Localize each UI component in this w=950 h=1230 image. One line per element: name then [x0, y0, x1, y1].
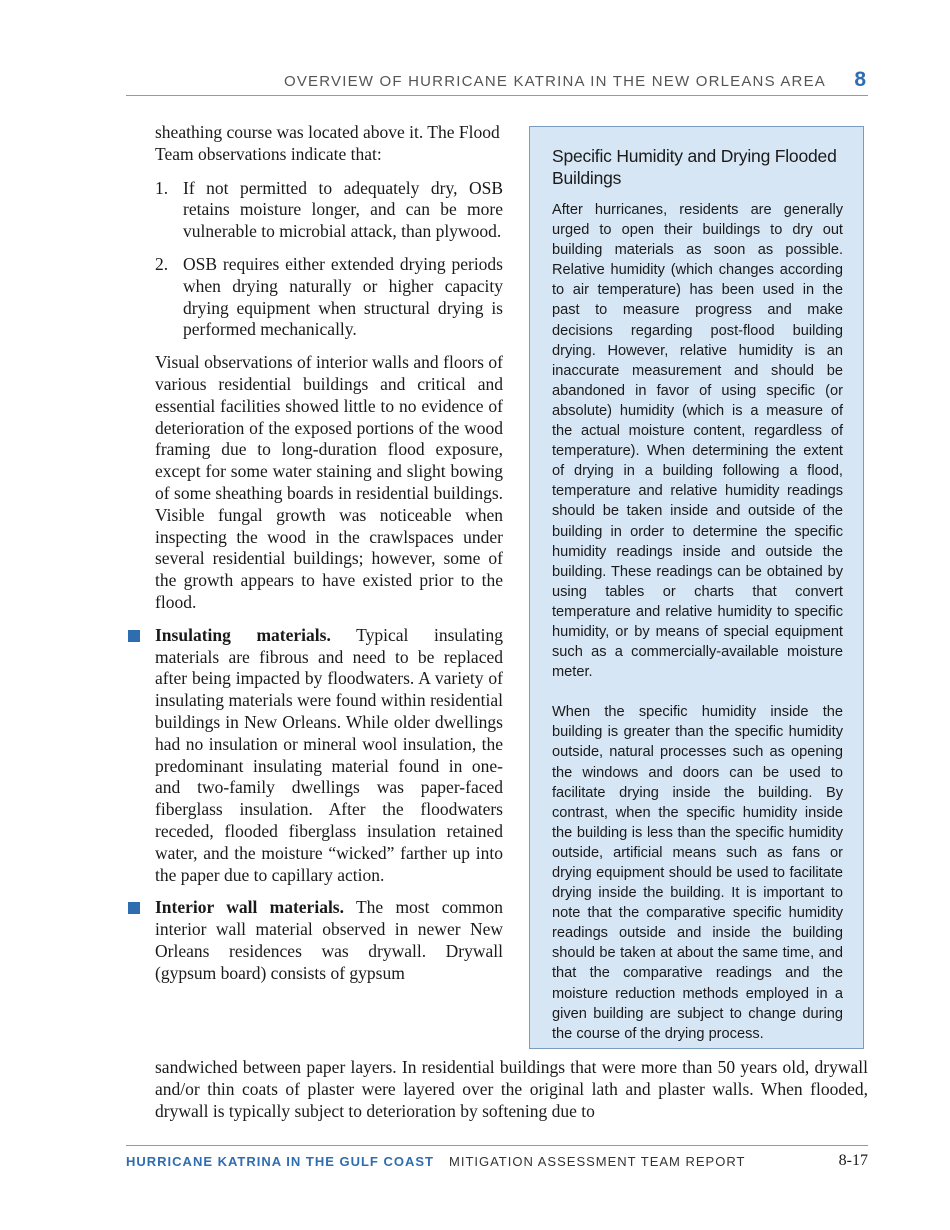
bullet-text: Typical insulating materials are fibrous and need to be replaced after being impacted by floodwaters. A variety of insulating materials were found within residential buildings in New Orleans. While older dwellings had no insulation or mineral wool insulation, the predominant insulating material found in one- and two-family dwellings was paper-faced fiberglass insulation. After the floodwaters receded, flooded fiberglass insulation retained water, and the moisture “wicked” farther up into the paper due to capillary action.: [155, 624, 503, 885]
list-item: [155, 254, 503, 341]
list-item: [155, 178, 503, 243]
page-number: 8-17: [838, 1152, 868, 1169]
visual-observations-paragraph: Visual observations of interior walls and floors of various residential buildings and critical and essential facilities showed little to no evidence of deterioration of the exposed portions of the wood framing due to long-duration flood exposure, except for some water staining and slight bowing of some sheathing boards in residential buildings. Visible fungal growth was noticeable when inspecting the wood in the crawlspaces under several residential buildings; however, some of the growth appears to have existed prior to the flood.: [155, 352, 503, 612]
sidebar-paragraph: When the specific humidity inside the building is greater than the specific humidity outside, natural processes such as opening the windows and doors can be used to facilitate drying inside the building. By contrast, when the specific humidity inside the building is less than the specific humidity outside, artificial means such as fans or drying equipment should be used to facilitate drying inside the building. It is important to note that the comparative specific humidity readings outside and inside the building should be taken at about the same time, and that the comparative readings and the moisture reduction methods employed in a given building are subject to change during the course of the drying process.: [552, 704, 843, 1042]
square-bullet-icon: [128, 630, 140, 642]
bullet-text: The most common interior wall material observed in newer New Orleans residences was drywall. Drywall (gypsum board) consists of gypsum: [155, 897, 504, 983]
sidebar-title: Specific Humidity and Drying Flooded Buildings: [552, 146, 837, 188]
square-bullet-icon: [128, 902, 140, 914]
bullet-interior-wall-materials: [155, 897, 503, 984]
chapter-number: 8: [854, 68, 866, 91]
sidebar-box: [529, 126, 864, 1049]
list-item-number: 2.: [155, 253, 169, 274]
bullet-title: Insulating materials.: [155, 624, 331, 645]
running-header: [126, 68, 868, 96]
running-footer: [126, 1145, 868, 1175]
sidebar-paragraph: After hurricanes, residents are generally urged to open their buildings to dry out building materials as soon as possible. Relative humidity (which changes according to air temperature) has been used in the past to measure progress and make decisions regarding post-flood building drying. However, relative humidity is an inaccurate measurement and should be abandoned in favor of using specific (or absolute) humidity (which is a measure of the actual moisture content, regardless of temperature). When determining the extent of drying in a building following a flood, temperature and relative humidity readings should be taken inside and outside of the building in order to determine the specific humidity readings inside and outside the building. These readings can be obtained by using tables or charts that convert temperature and relative humidity to specific humidity, or by means of special equipment such as a commercially-available moisture meter.: [552, 202, 843, 681]
list-item-text: If not permitted to adequately dry, OSB retains moisture longer, and can be more vulnerable to microbial attack, than plywood.: [183, 177, 503, 242]
numbered-list: [155, 178, 503, 342]
list-item-number: 1.: [155, 177, 169, 198]
left-column: [155, 122, 503, 995]
footer-report-subtitle: MITIGATION ASSESSMENT TEAM REPORT: [449, 1154, 746, 1169]
header-title: OVERVIEW OF HURRICANE KATRINA IN THE NEW ORLEANS AREA: [283, 73, 826, 90]
bullet-title: Interior wall materials.: [155, 897, 344, 918]
footer-report-title: HURRICANE KATRINA IN THE GULF COAST: [126, 1154, 434, 1169]
bullet-insulating-materials: [155, 625, 503, 887]
full-width-paragraph: sandwiched between paper layers. In residential buildings that were more than 50 years old, drywall and/or thin coats of plaster were layered over the original lath and plaster walls. When flooded, drywall is typically subject to deterioration by softening due to: [155, 1057, 868, 1121]
intro-paragraph: sheathing course was located above it. The Flood Team observations indicate that:: [155, 122, 500, 164]
list-item-text: OSB requires either extended drying periods when drying naturally or higher capacity drying equipment when structural drying is performed mechanically.: [183, 253, 503, 340]
